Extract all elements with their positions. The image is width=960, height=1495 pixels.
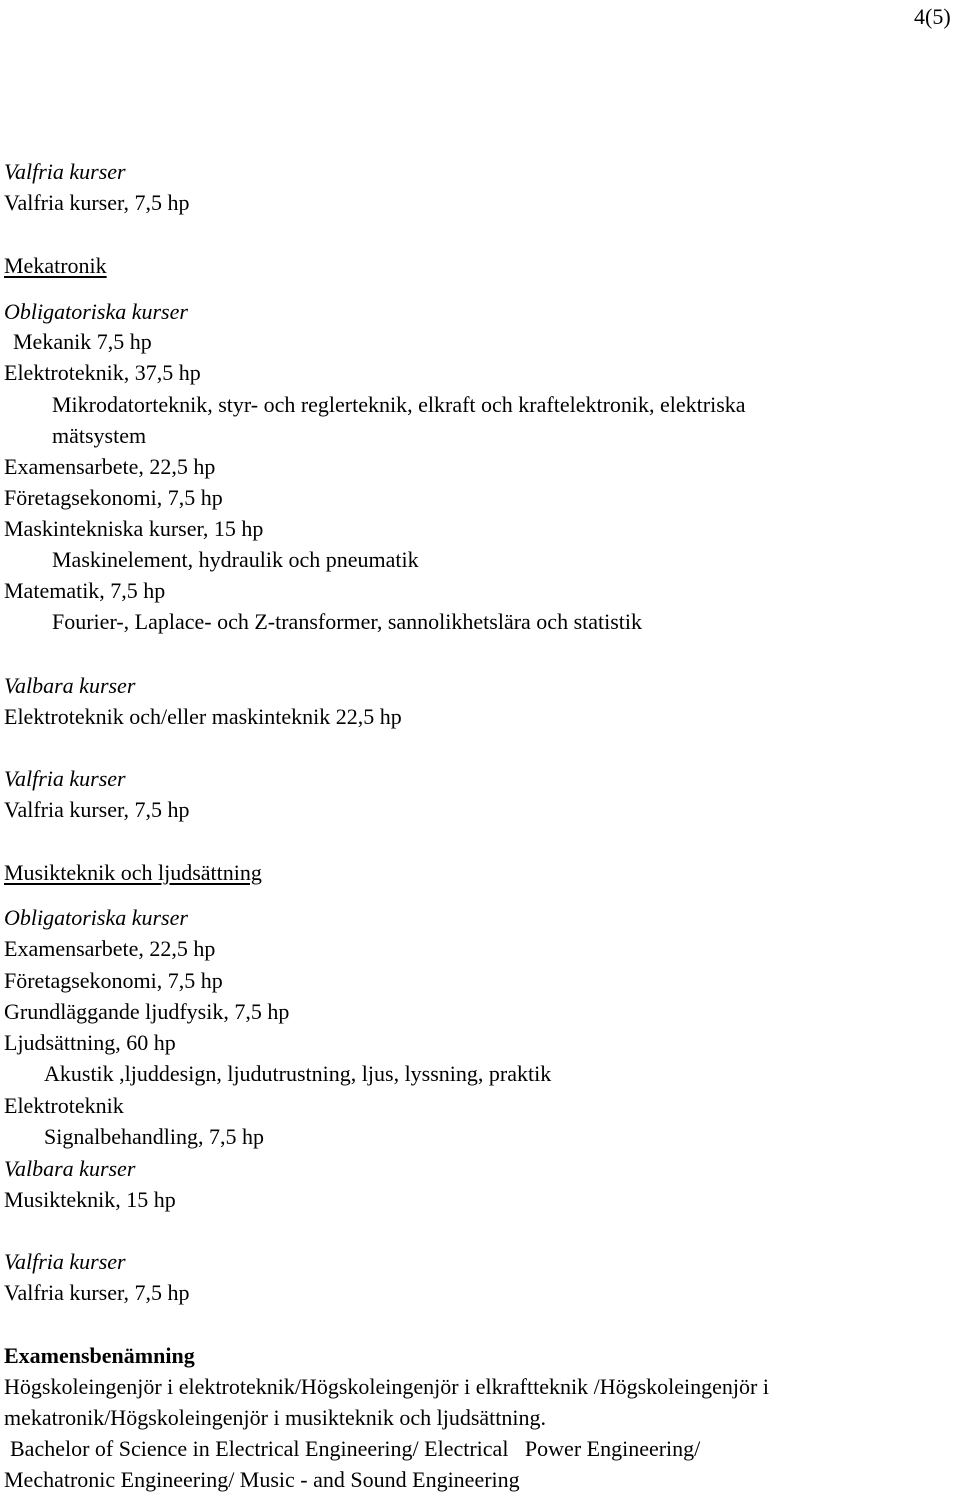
- section-heading-elective: Valfria kurser: [4, 159, 126, 184]
- degree-title-swedish: mekatronik/Högskoleingenjör i musikteknik och ljudsättning.: [4, 1405, 546, 1430]
- course-item: Matematik, 7,5 hp: [4, 578, 166, 603]
- section-heading-optional: Valbara kurser: [4, 1156, 136, 1181]
- course-item: Grundläggande ljudfysik, 7,5 hp: [4, 999, 290, 1024]
- degree-title-english: Mechatronic Engineering/ Music - and Sound Engineering: [4, 1467, 520, 1492]
- section-heading-elective: Valfria kurser: [4, 1249, 126, 1274]
- program-title-musikteknik: Musikteknik och ljudsättning: [4, 860, 262, 885]
- course-detail: Fourier-, Laplace- och Z-transformer, sannolikhetslära och statistik: [52, 609, 643, 634]
- course-detail: Mikrodatorteknik, styr- och reglerteknik, elkraft och kraftelektronik, elektriska: [52, 392, 746, 417]
- degree-title-swedish: Högskoleingenjör i elektroteknik/Högskoleingenjör i elkraftteknik /Högskoleingenjör i: [4, 1374, 769, 1399]
- course-item: Valfria kurser, 7,5 hp: [4, 1280, 190, 1305]
- course-detail: Maskinelement, hydraulik och pneumatik: [52, 547, 419, 572]
- course-item: Maskintekniska kurser, 15 hp: [4, 516, 264, 541]
- section-heading-mandatory: Obligatoriska kurser: [4, 299, 188, 324]
- course-item: Examensarbete, 22,5 hp: [4, 454, 216, 479]
- degree-title-english: Bachelor of Science in Electrical Engineering/ Electrical Power Engineering/: [10, 1436, 701, 1461]
- course-item: Valfria kurser, 7,5 hp: [4, 797, 190, 822]
- course-item: Ljudsättning, 60 hp: [4, 1030, 176, 1055]
- course-detail: mätsystem: [52, 423, 147, 448]
- course-item: Valfria kurser, 7,5 hp: [4, 190, 190, 215]
- course-item: Företagsekonomi, 7,5 hp: [4, 485, 223, 510]
- course-item: Examensarbete, 22,5 hp: [4, 936, 216, 961]
- degree-heading: Examensbenämning: [4, 1343, 195, 1368]
- course-detail: Signalbehandling, 7,5 hp: [44, 1124, 264, 1149]
- section-heading-optional: Valbara kurser: [4, 673, 136, 698]
- course-item: Elektroteknik, 37,5 hp: [4, 360, 201, 385]
- course-item: Elektroteknik och/eller maskinteknik 22,5 hp: [4, 704, 402, 729]
- course-item: Mekanik 7,5 hp: [13, 329, 152, 354]
- course-item: Elektroteknik: [4, 1093, 124, 1118]
- program-title-mekatronik: Mekatronik: [4, 253, 107, 278]
- course-item: Företagsekonomi, 7,5 hp: [4, 968, 223, 993]
- section-heading-elective: Valfria kurser: [4, 766, 126, 791]
- page-number: 4(5): [914, 4, 951, 29]
- section-heading-mandatory: Obligatoriska kurser: [4, 905, 188, 930]
- course-item: Musikteknik, 15 hp: [4, 1187, 176, 1212]
- course-detail: Akustik ,ljuddesign, ljudutrustning, ljus, lyssning, praktik: [44, 1061, 552, 1086]
